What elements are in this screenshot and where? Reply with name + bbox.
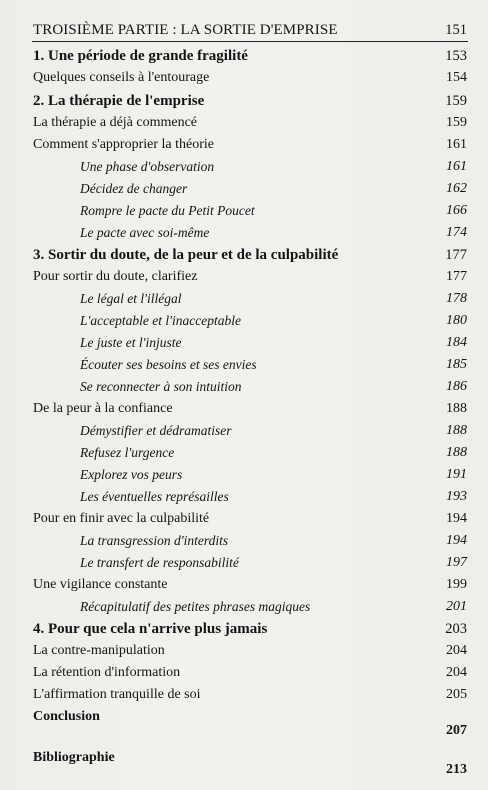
page-number: 197 (446, 555, 467, 570)
heading-rule (32, 41, 468, 42)
toc-section (0, 112, 488, 134)
page-number: 177 (445, 247, 467, 263)
toc-chapter (0, 45, 488, 67)
entry-title: 3. Sortir du doute, de la peur et de la culpabilité (33, 247, 339, 263)
entry-title: Une vigilance constante (33, 577, 168, 592)
toc-backmatter-conclusion (0, 709, 488, 739)
entry-title: Conclusion (33, 709, 100, 724)
entry-title: Rompre le pacte du Petit Poucet (80, 203, 255, 218)
page-number: 188 (446, 423, 467, 438)
page-number: 199 (446, 577, 467, 592)
toc-backmatter-bibliography (0, 750, 488, 780)
toc-subsection (0, 200, 488, 222)
page-number: 178 (446, 291, 467, 306)
page-number: 154 (446, 70, 467, 85)
entry-title: 4. Pour que cela n'arrive plus jamais (33, 621, 268, 637)
page-number: 151 (445, 22, 467, 38)
page-number: 162 (446, 181, 467, 196)
toc-subsection (0, 310, 488, 332)
toc-chapter (0, 90, 488, 112)
toc-subsection (0, 442, 488, 464)
toc-section (0, 67, 488, 89)
toc-section (0, 640, 488, 662)
toc-subsection (0, 420, 488, 442)
entry-title: Bibliographie (33, 750, 115, 765)
toc-subsection (0, 156, 488, 178)
entry-title: Explorez vos peurs (80, 467, 183, 482)
toc-section (0, 574, 488, 596)
toc-section (0, 266, 488, 288)
entry-title: Le pacte avec soi-même (80, 225, 210, 240)
entry-title: Récapitulatif des petites phrases magiques (80, 599, 311, 614)
page-number: 193 (446, 489, 467, 504)
page-number: 203 (445, 621, 467, 637)
toc-subsection (0, 530, 488, 552)
entry-title: Décidez de changer (80, 181, 188, 196)
toc-subsection (0, 376, 488, 398)
entry-title: La thérapie a déjà commencé (33, 115, 198, 130)
toc-subsection (0, 486, 488, 508)
entry-title: Le transfert de responsabilité (80, 555, 239, 570)
entry-title: Quelques conseils à l'entourage (33, 70, 210, 85)
part-title: TROISIÈME PARTIE : LA SORTIE D'EMPRISE (33, 22, 338, 38)
toc-subsection (0, 596, 488, 618)
toc-subsection (0, 464, 488, 486)
page-number: 205 (446, 687, 467, 702)
toc-chapter (0, 244, 488, 266)
toc-subsection (0, 354, 488, 376)
page-number: 161 (446, 137, 467, 152)
page-number: 159 (445, 93, 467, 109)
page-number: 191 (446, 467, 467, 482)
entry-title: Écouter ses besoins et ses envies (80, 357, 257, 372)
entry-title: Le légal et l'illégal (80, 291, 182, 306)
page-number: 186 (446, 379, 467, 394)
page-number: 194 (446, 533, 467, 548)
toc-subsection (0, 288, 488, 310)
toc-subsection (0, 178, 488, 200)
toc-chapter (0, 618, 488, 640)
toc-part-heading (0, 19, 488, 41)
page-number: 180 (446, 313, 467, 328)
page-number: 159 (446, 115, 467, 130)
page-number: 213 (446, 762, 467, 777)
entry-title: L'acceptable et l'inacceptable (80, 313, 241, 328)
toc-subsection (0, 332, 488, 354)
entry-title: La transgression d'interdits (80, 533, 229, 548)
entry-title: La contre-manipulation (33, 643, 165, 658)
toc-section (0, 684, 488, 706)
page-number: 166 (446, 203, 467, 218)
page-number: 161 (446, 159, 467, 174)
page-number: 174 (446, 225, 467, 240)
toc-subsection (0, 552, 488, 574)
entry-title: Se reconnecter à son intuition (80, 379, 242, 394)
toc-section (0, 398, 488, 420)
toc-subsection (0, 222, 488, 244)
entry-title: Refusez l'urgence (80, 445, 175, 460)
entry-title: Pour sortir du doute, clarifiez (33, 269, 198, 284)
entry-title: Pour en finir avec la culpabilité (33, 511, 210, 526)
entry-title: Démystifier et dédramatiser (80, 423, 232, 438)
page-number: 188 (446, 401, 467, 416)
page-number: 188 (446, 445, 467, 460)
page-number: 204 (446, 643, 467, 658)
entry-title: 1. Une période de grande fragilité (33, 48, 248, 64)
page-number: 185 (446, 357, 467, 372)
entry-title: Une phase d'observation (80, 159, 215, 174)
page-number: 194 (446, 511, 467, 526)
page-number: 177 (446, 269, 467, 284)
toc-section (0, 134, 488, 156)
page-number: 204 (446, 665, 467, 680)
entry-title: Comment s'approprier la théorie (33, 137, 214, 152)
entry-title: Le juste et l'injuste (80, 335, 182, 350)
page-number: 207 (446, 723, 467, 738)
toc-section (0, 662, 488, 684)
entry-title: La rétention d'information (33, 665, 181, 680)
entry-title: Les éventuelles représailles (80, 489, 229, 504)
entry-title: De la peur à la confiance (33, 401, 173, 416)
page-number: 184 (446, 335, 467, 350)
toc-section (0, 508, 488, 530)
entry-title: L'affirmation tranquille de soi (33, 687, 201, 702)
page-number: 153 (445, 48, 467, 64)
entry-title: 2. La thérapie de l'emprise (33, 93, 205, 109)
page-number: 201 (446, 599, 467, 614)
